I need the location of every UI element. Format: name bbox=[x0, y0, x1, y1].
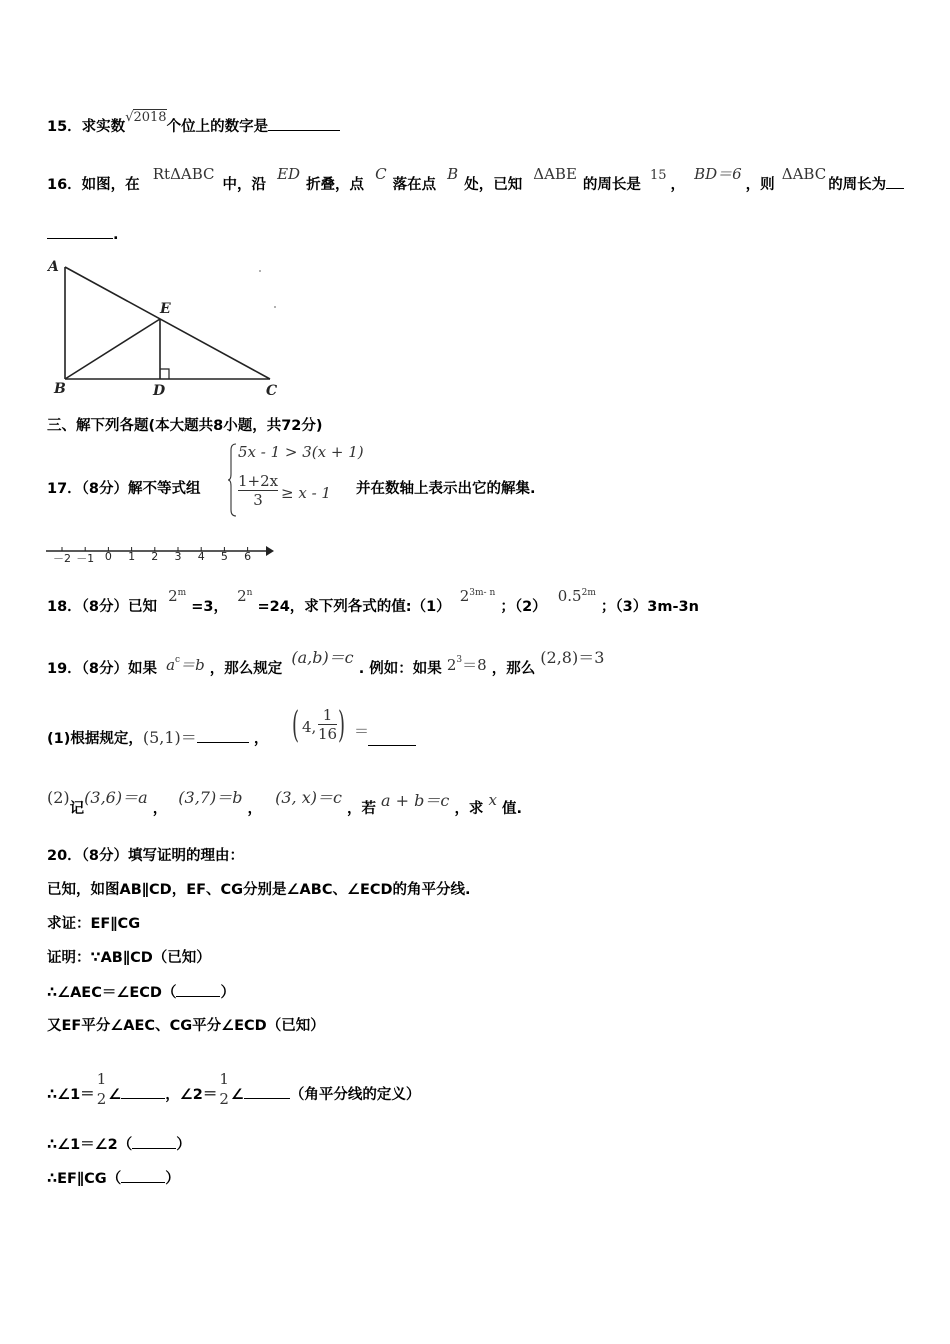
example-base: 2 bbox=[446, 656, 457, 674]
part2-sep2: ， bbox=[247, 801, 263, 817]
question-16 bbox=[47, 165, 904, 196]
label-e: E bbox=[160, 301, 171, 317]
part2-label: (2) bbox=[47, 788, 70, 807]
question-16-cont bbox=[47, 224, 119, 245]
q16-text3: 落在点 bbox=[392, 177, 437, 193]
example-exponent: 3 bbox=[456, 655, 463, 665]
power-base: 2 bbox=[168, 587, 178, 605]
point-c: C bbox=[375, 165, 387, 183]
arrow-icon bbox=[266, 546, 274, 556]
q15-text: 个位上的数字是 bbox=[166, 119, 269, 135]
fraction-denominator: 3 bbox=[253, 491, 263, 509]
question-19-part2 bbox=[47, 788, 523, 817]
step4-text: ∴∠1＝∠2（ bbox=[47, 1137, 133, 1153]
left-paren: ( bbox=[292, 705, 300, 746]
step1-text: ∴∠AEC＝∠ECD（ bbox=[47, 985, 177, 1001]
label-a: A bbox=[48, 259, 59, 275]
q20-prove: 求证：EF∥CG bbox=[47, 916, 141, 932]
number-line-label: 4 bbox=[197, 550, 205, 563]
equals-sign: ＝ bbox=[354, 722, 370, 740]
fraction-denominator: 2 bbox=[96, 1090, 107, 1108]
question-19-part1 bbox=[47, 728, 268, 749]
q16-text2: 折叠，点 bbox=[306, 177, 365, 193]
q19-text1: ，那么规定 bbox=[209, 661, 283, 677]
triangle-figure bbox=[40, 255, 290, 405]
q16-text7: 的周长为 bbox=[828, 177, 887, 193]
step5-end: ） bbox=[165, 1171, 180, 1187]
fraction-numerator: 1 bbox=[96, 1070, 107, 1088]
angle-blank-2[interactable] bbox=[244, 1084, 290, 1099]
power-exponent: 2m bbox=[581, 588, 596, 598]
q20-step4 bbox=[47, 1134, 191, 1155]
number-line-label: －1 bbox=[76, 552, 95, 565]
q20-step3 bbox=[47, 1070, 421, 1115]
q19-number: 19．（8分）如果 bbox=[47, 661, 158, 677]
sqrt-2018: √2018 bbox=[125, 110, 167, 125]
number-line bbox=[44, 540, 279, 566]
var-a: a bbox=[166, 656, 176, 674]
system-brace bbox=[228, 442, 238, 518]
step3-angle2: ∠ bbox=[230, 1087, 244, 1103]
step3-c: ，∠2＝ bbox=[165, 1087, 218, 1103]
q16-text1: 中，沿 bbox=[222, 177, 267, 193]
power-base: 2 bbox=[237, 587, 247, 605]
q16-end: . bbox=[113, 227, 119, 243]
example-equals: ＝8 bbox=[462, 656, 487, 674]
q16-text6: ，则 bbox=[745, 177, 775, 193]
right-paren: ) bbox=[338, 705, 346, 746]
question-17-label bbox=[47, 479, 201, 499]
segment-ac bbox=[65, 267, 270, 379]
q19-text2: . 例如：如果 bbox=[358, 661, 442, 677]
angle-blank-1[interactable] bbox=[121, 1084, 165, 1099]
equals-b: ＝b bbox=[180, 656, 205, 674]
fraction-denominator: 16 bbox=[318, 725, 338, 743]
q20-step5 bbox=[47, 1168, 180, 1189]
fraction-denominator: 2 bbox=[219, 1090, 229, 1108]
fraction-1plus2x-over-3 bbox=[238, 472, 278, 509]
q18-sep2: ；（3）3m-3n bbox=[600, 599, 699, 615]
label-c: C bbox=[266, 383, 278, 399]
section-3-heading: 三、解下列各题(本大题共8小题，共72分) bbox=[47, 418, 323, 434]
q20-proof-start: 证明：∵AB∥CD（已知） bbox=[47, 950, 211, 966]
q18-sep1: ；（2） bbox=[500, 599, 547, 615]
triangle-abc: ΔABC bbox=[781, 165, 827, 183]
power-exponent: 3m- n bbox=[469, 588, 496, 598]
fraction-half bbox=[219, 1069, 229, 1109]
inequality-2-rest: ≥ x - 1 bbox=[281, 484, 331, 502]
number-line-label: －2 bbox=[53, 552, 71, 565]
answer-blank-part2[interactable] bbox=[47, 224, 113, 239]
question-18 bbox=[47, 587, 699, 619]
part2-text3: 值. bbox=[502, 801, 523, 817]
inequality-1: 5x - 1 > 3(x + 1) bbox=[238, 443, 364, 461]
q18-eq1: =3， bbox=[191, 599, 228, 615]
number-line-label: 3 bbox=[174, 550, 182, 563]
q16-number: 16．如图，在 bbox=[47, 177, 140, 193]
q15-number: 15．求实数 bbox=[47, 119, 126, 135]
perimeter-15: 15 bbox=[649, 168, 667, 183]
step3-a: ∴∠1＝ bbox=[47, 1087, 95, 1103]
fraction-numerator: 1 bbox=[322, 706, 333, 724]
question-19 bbox=[47, 648, 605, 681]
fraction-1-16 bbox=[318, 706, 337, 743]
answer-blank[interactable] bbox=[268, 116, 340, 131]
definition-expr: (a,b)＝c bbox=[291, 648, 354, 667]
step3-angle1: ∠ bbox=[108, 1087, 122, 1103]
part2-sep1: ， bbox=[152, 801, 168, 817]
reason-blank-2[interactable] bbox=[132, 1134, 176, 1149]
answer-blank-part1[interactable] bbox=[886, 174, 904, 189]
fraction-half bbox=[97, 1069, 107, 1109]
number-line-label: 2 bbox=[151, 550, 159, 563]
number-line-label: 0 bbox=[104, 550, 112, 563]
power-base: 0.5 bbox=[557, 587, 582, 605]
reason-blank-1[interactable] bbox=[176, 982, 220, 997]
q16-text5: 的周长是 bbox=[582, 177, 641, 193]
power-exponent: n bbox=[246, 588, 253, 598]
speck bbox=[274, 306, 276, 308]
number-line-label: 1 bbox=[128, 550, 136, 563]
fraction-numerator: 1 bbox=[219, 1070, 229, 1088]
segment-be bbox=[65, 319, 160, 379]
expr-a-plus-b: a + b＝c bbox=[381, 791, 450, 810]
power-exponent: m bbox=[177, 588, 187, 598]
step4-end: ） bbox=[176, 1137, 191, 1153]
q17-number: 17．（8分）解不等式组 bbox=[47, 481, 201, 497]
label-d: D bbox=[153, 383, 166, 399]
reason-blank-3[interactable] bbox=[121, 1168, 165, 1183]
step3-reason: （角平分线的定义） bbox=[289, 1087, 421, 1103]
expr-3-7: (3,7)＝b bbox=[178, 788, 243, 807]
q16-text4: 处，已知 bbox=[464, 177, 523, 193]
pair-4-1over16 bbox=[292, 706, 348, 752]
question-20: 20．（8分）填写证明的理由： bbox=[47, 848, 245, 864]
q17-tail: 并在数轴上表示出它的解集. bbox=[356, 481, 536, 497]
part2-text2: ，求 bbox=[454, 801, 484, 817]
label-b: B bbox=[54, 381, 66, 397]
expr-3-x: (3, x)＝c bbox=[275, 788, 342, 807]
segment-ed: ED bbox=[277, 165, 301, 183]
number-line-label: 6 bbox=[244, 550, 252, 563]
rt-triangle-abc: RtΔABC bbox=[152, 165, 215, 183]
var-x: x bbox=[488, 791, 497, 809]
q20-given: 已知，如图AB∥CD，EF、CG分别是∠ABC、∠ECD的角平分线. bbox=[47, 882, 471, 898]
point-b: B bbox=[447, 165, 459, 183]
speck bbox=[259, 270, 261, 272]
number-line-label: 5 bbox=[220, 550, 228, 563]
example-result: (2,8)＝3 bbox=[540, 648, 605, 667]
right-angle-mark bbox=[160, 369, 169, 379]
step1-end: ） bbox=[220, 985, 235, 1001]
value-4: 4, bbox=[302, 718, 317, 736]
power-base: 2 bbox=[459, 587, 470, 605]
answer-blank-5-1[interactable] bbox=[197, 728, 249, 743]
expr-5-1: (5,1)＝ bbox=[142, 728, 197, 747]
expr-3-6: (3,6)＝a bbox=[84, 788, 148, 807]
part1-sep: ， bbox=[253, 731, 269, 747]
part2-text1: ，若 bbox=[346, 801, 376, 817]
bd-equals-6: BD＝6 bbox=[694, 165, 742, 183]
part1-label: (1)根据规定， bbox=[47, 731, 143, 747]
fraction-numerator: 1+2x bbox=[238, 472, 279, 490]
exponent-c: c bbox=[175, 655, 181, 665]
answer-blank-4-1-16[interactable] bbox=[368, 731, 416, 746]
q19-text3: ，那么 bbox=[491, 661, 536, 677]
part2-ji: 记 bbox=[69, 801, 85, 817]
q20-step2: 又EF平分∠AEC、CG平分∠ECD（已知） bbox=[47, 1018, 325, 1034]
triangle-abe: ΔABE bbox=[533, 165, 577, 183]
step5-text: ∴EF∥CG（ bbox=[47, 1171, 122, 1187]
q18-number: 18．（8分）已知 bbox=[47, 599, 158, 615]
q16-comma: ， bbox=[670, 177, 686, 193]
question-15 bbox=[47, 110, 340, 138]
q20-step1 bbox=[47, 982, 235, 1003]
q18-eq2: =24，求下列各式的值:（1） bbox=[257, 599, 451, 615]
